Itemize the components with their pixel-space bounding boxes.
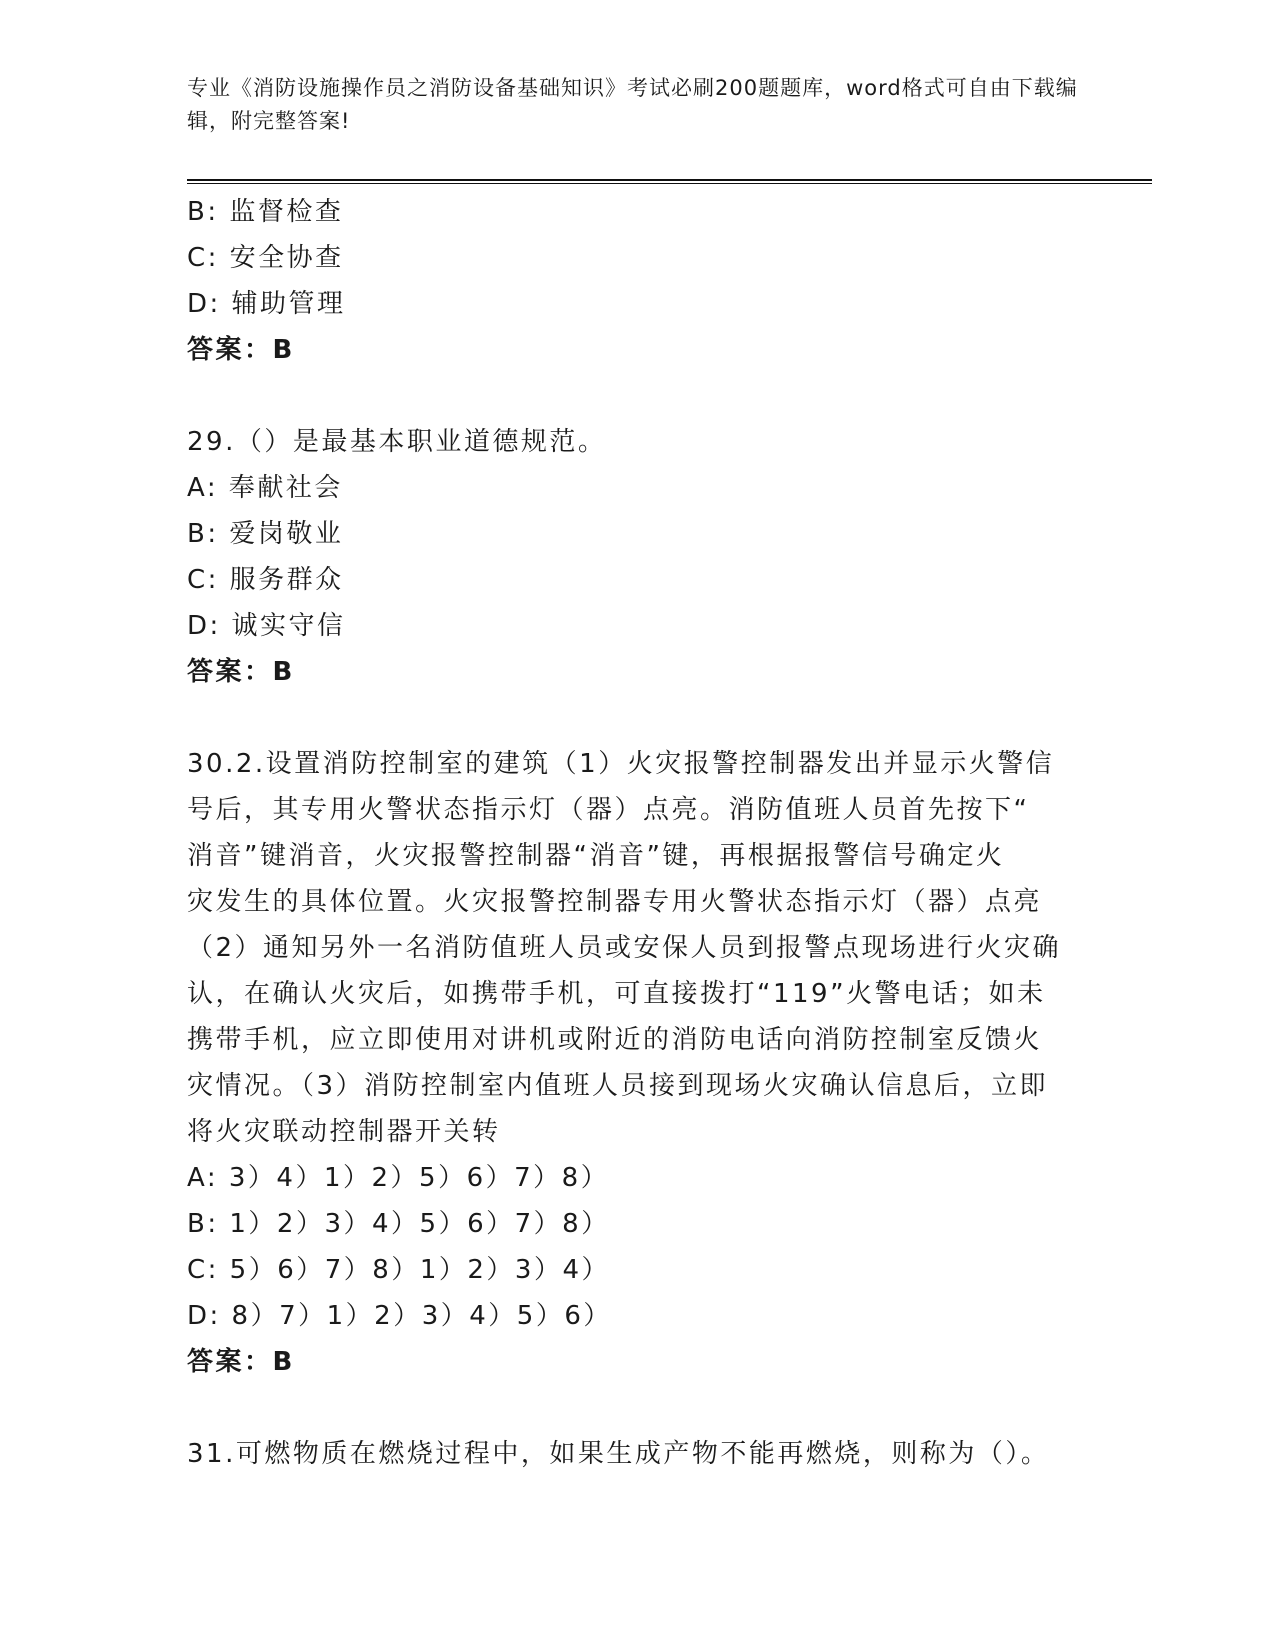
- question-stem-line: 将火灾联动控制器开关转: [187, 1117, 501, 1147]
- answer-label: 答案：B: [187, 335, 295, 365]
- question-list: [187, 189, 1077, 1477]
- option-c: C: 服务群众: [187, 565, 344, 595]
- question-stem-line: 灾发生的具体位置。火灾报警控制器专用火警状态指示灯（器）点亮: [187, 887, 1043, 917]
- question-stem: 29.（）是最基本职业道德规范。: [187, 427, 607, 457]
- option-d: D: 诚实守信: [187, 611, 346, 641]
- header-divider-thick: [187, 179, 1152, 181]
- option-d: D: 辅助管理: [187, 289, 346, 319]
- question-stem-line: 认，在确认火灾后，如携带手机，可直接拨打“119”火警电话；如未: [187, 979, 1046, 1009]
- question-stem: 31.可燃物质在燃烧过程中，如果生成产物不能再燃烧，则称为（）。: [187, 1439, 1050, 1469]
- option-b: B: 监督检查: [187, 197, 344, 227]
- option-a: A: 奉献社会: [187, 473, 343, 503]
- answer-label: 答案：B: [187, 1347, 295, 1377]
- question-stem-line: 号后，其专用火警状态指示灯（器）点亮。消防值班人员首先按下“: [187, 795, 1030, 825]
- document-header: [187, 72, 1087, 138]
- question-30: [187, 741, 1077, 1385]
- question-stem-line: 灾情况。（3）消防控制室内值班人员接到现场火灾确认信息后，立即: [187, 1071, 1049, 1101]
- option-a: A: 3）4）1）2）5）6）7）8）: [187, 1163, 610, 1193]
- option-d: D: 8）7）1）2）3）4）5）6）: [187, 1301, 612, 1331]
- question-stem-line: 携带手机，应立即使用对讲机或附近的消防电话向消防控制室反馈火: [187, 1025, 1043, 1055]
- answer-label: 答案：B: [187, 657, 295, 687]
- question-stem-line: （2）通知另外一名消防值班人员或安保人员到报警点现场进行火灾确: [187, 933, 1062, 963]
- question-stem-line: 消音”键消音，火灾报警控制器“消音”键，再根据报警信号确定火: [187, 841, 1005, 871]
- option-c: C: 安全协查: [187, 243, 344, 273]
- question-28: [187, 189, 1077, 373]
- header-title: 专业《消防设施操作员之消防设备基础知识》考试必刷200题题库，word格式可自由下载编辑，附完整答案!: [187, 76, 1078, 133]
- option-b: B: 爱岗敬业: [187, 519, 344, 549]
- question-29: [187, 419, 1077, 695]
- question-stem-line: 30.2.设置消防控制室的建筑（1）火灾报警控制器发出并显示火警信: [187, 749, 1055, 779]
- option-b: B: 1）2）3）4）5）6）7）8）: [187, 1209, 610, 1239]
- option-c: C: 5）6）7）8）1）2）3）4）: [187, 1255, 611, 1285]
- question-31: [187, 1431, 1077, 1477]
- header-divider-thin: [187, 183, 1152, 184]
